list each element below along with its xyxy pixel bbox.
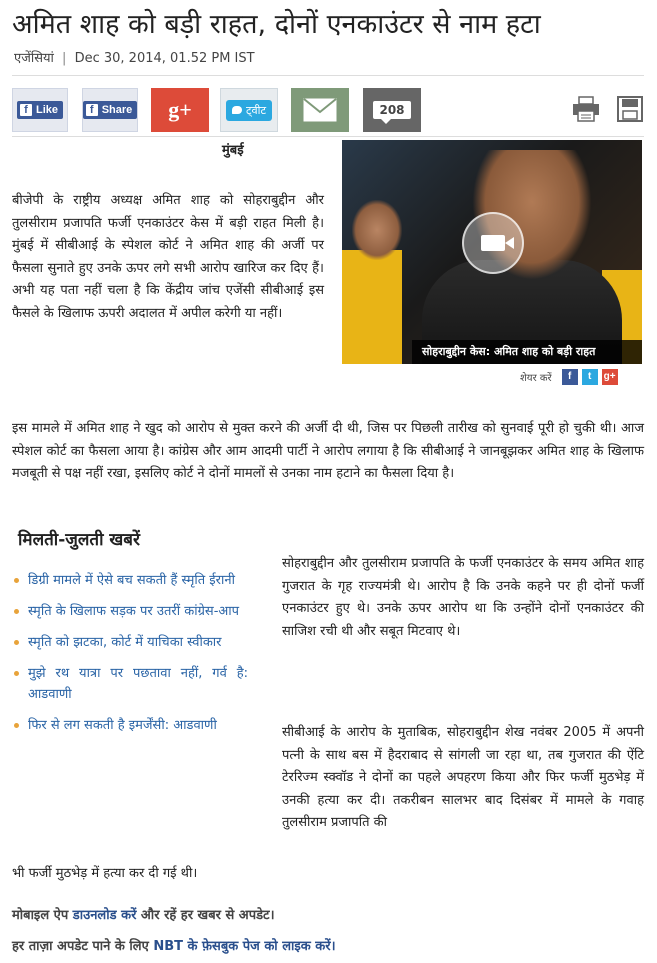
facebook-icon[interactable]: f	[562, 369, 578, 385]
google-plus-icon: g+	[168, 97, 192, 122]
video-camera-icon	[481, 235, 505, 251]
facebook-page-link[interactable]: NBT के फ़ेसबुक पेज को लाइक करें।	[153, 939, 336, 954]
like-label: Like	[35, 104, 58, 116]
comments-button[interactable]	[363, 88, 421, 132]
divider	[12, 75, 644, 76]
photo-caption: सोहराबुद्दीन केस: अमित शाह को बड़ी राहत	[412, 340, 642, 364]
comment-count: 208	[373, 101, 410, 119]
facebook-icon: f	[20, 104, 32, 116]
app-promo: मोबाइल ऐप डाउनलोड करें और रहें हर खबर से अपडेट।	[12, 908, 275, 923]
byline	[14, 48, 255, 66]
divider	[12, 136, 644, 137]
article-paragraph: सीबीआई के आरोप के मुताबिक, सोहराबुद्दीन शेख नवंबर 2005 में अपनी पत्नी के साथ बस में हैदराबाद से सांगली जा रहा था, तब गुजरात की ऐंटि टेररिज्म स्क्वॉड ने दोनों का पहले अपहरण किया और फिर फर्जी मुठभेड़ में उनकी हत्या कर दी। तकरीबन सालभर बाद दिसंबर में मामले के गवाह तुलसीराम प्रजापति की	[282, 725, 644, 830]
photo-share	[520, 369, 618, 385]
share-bar	[12, 88, 644, 134]
related-news-link[interactable]: फिर से लग सकती है इमर्जेंसी: आडवाणी	[12, 715, 248, 736]
email-button[interactable]	[291, 88, 349, 132]
article-paragraph: भी फर्जी मुठभेड़ में हत्या कर दी गई थी।	[12, 866, 198, 881]
mail-icon	[303, 98, 337, 122]
article-paragraph: बीजेपी के राष्ट्रीय अध्यक्ष अमित शाह को सोहराबुद्दीन और तुलसीराम प्रजापति फर्जी एनकाउंटर केस में बड़ी राहत मिली है। मुंबई में सीबीआई के स्पेशल कोर्ट ने अमित शाह की अर्जी पर फैसला सुनाते हुए उनके ऊपर लगे सभी आरोप खारिज कर दिए हैं। अभी यह पता नहीं चला है कि केंद्रीय जांच एजेंसी सीबीआई इस फैसले के खिलाफ ऊपरी अदालत में अपील करेगी या नहीं।	[12, 193, 324, 321]
facebook-icon: f	[86, 104, 98, 116]
facebook-share-button[interactable]	[82, 88, 138, 132]
related-news-link[interactable]: स्मृति के खिलाफ सड़क पर उतरीं कांग्रेस-आप	[12, 601, 248, 622]
print-icon[interactable]	[572, 96, 600, 122]
article-paragraph: इस मामले में अमित शाह ने खुद को आरोप से मुक्त करने की अर्जी दी थी, जिस पर पिछली तारीख को सुनवाई पूरी हो चुकी थी। आज स्पेशल कोर्ट का फैसला आया है। कांग्रेस और आम आदमी पार्टी ने आरोप लगाया है कि सीबीआई ने जानबूझकर अमित शाह के खिलाफ मजबूती से पक्ष नहीं रखा, इसलिए कोर्ट ने दोनों मामलों से उनका नाम हटाने का फैसला दिया है।	[12, 421, 644, 481]
related-news-title: मिलती-जुलती खबरें	[18, 530, 140, 550]
facebook-like-button[interactable]	[12, 88, 68, 132]
save-icon[interactable]	[616, 96, 644, 122]
article-headline: अमित शाह को बड़ी राहत, दोनों एनकाउंटर से नाम हटा	[12, 9, 541, 40]
download-app-link[interactable]: डाउनलोड करें	[72, 908, 137, 923]
share-label: शेयर करें	[520, 373, 552, 384]
article-photo[interactable]	[342, 140, 642, 364]
byline-separator: |	[62, 51, 67, 66]
related-news-link[interactable]: मुझे रथ यात्रा पर पछतावा नहीं, गर्व है: आडवाणी	[12, 663, 248, 705]
google-plus-button[interactable]	[151, 88, 209, 132]
twitter-icon[interactable]: t	[582, 369, 598, 385]
facebook-promo: हर ताज़ा अपडेट पाने के लिए NBT के फ़ेसबुक पेज को लाइक करें।	[12, 939, 336, 954]
video-play-button[interactable]	[462, 212, 524, 274]
related-news-list	[12, 570, 248, 746]
source: एजेंसियां	[14, 51, 54, 66]
tweet-button[interactable]	[220, 88, 278, 132]
tweet-label: ट्वीट	[245, 103, 267, 117]
share-label: Share	[101, 104, 133, 116]
article-paragraph: सोहराबुद्दीन और तुलसीराम प्रजापति के फर्जी एनकाउंटर के समय अमित शाह गुजरात के गृह राज्यमंत्री थे। आरोप है कि उनके कहने पर ही दोनों फर्जी एनकाउंटर हुए थे। उनके ऊपर आरोप था कि उन्होंने दोनों एनकाउंटर की साजिश रची थी और सबूत मिटवाए थे।	[282, 556, 644, 639]
publish-date: Dec 30, 2014, 01.52 PM IST	[74, 51, 255, 66]
google-plus-icon[interactable]: g+	[602, 369, 618, 385]
related-news-link[interactable]: स्मृति को झटका, कोर्ट में याचिका स्वीकार	[12, 632, 248, 653]
dateline: मुंबई	[222, 143, 244, 158]
twitter-icon	[232, 106, 242, 114]
related-news-link[interactable]: डिग्री मामले में ऐसे बच सकती हैं स्मृति ईरानी	[12, 570, 248, 591]
